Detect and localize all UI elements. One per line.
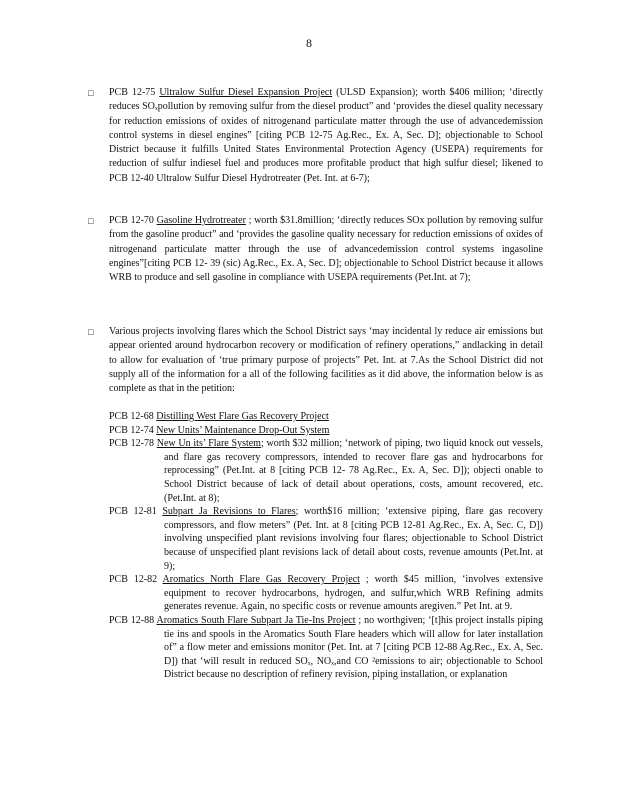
project-text: ; no worthgiven; ‘[t]his project installs piping tie ins and spools in the Aromatics South Flare headers which will allow for later installation of” a flow meter and emissions monitor (Pet. Int. at 7 [citing PCB 12-88 Ag.Rec., Ex. A, Sec. D]) that ‘will result in reduced SOₓ, NOₓ,and CO ²emissions to air; objectionable to School District because no description of refinery revision, piping installation, or explanation: [164, 614, 544, 681]
project-item: [109, 424, 543, 438]
pcb-number: PCB 12-74: [109, 424, 157, 436]
bullet-text: (ULSD Expansion); worth $406 million; ‘directly reduces SOₓpollution by removing sulfur from the diesel product” and ‘provides the diesel quality necessary for reduction emissions of oxides of nitrogenand particulate matter through the use of advancedemission control systems in diesel engines” [citing PCB 12-75 Ag.Rec., Ex. A, Sec. D]; objectionable to School District because it fulfills United States Environmental Protection Agency (USEPA) requirements for reduction of sulfur indiesel fuel and produces more profitable product that high sulfur diesel; likened to PCB 12-40 Ultralow Sulfur Diesel Hydrotreater (Pet. Int. at 6-7);: [109, 87, 544, 184]
project-item: [109, 614, 543, 682]
project-title: Aromatics South Flare Subpart Ja Tie-Ins Project: [156, 614, 356, 626]
project-text: ; worth$16 million; ‘extensive piping, flare gas recovery compressors, and flow meters” (Pet. Int. at 8 [citing PCB 12-81 Ag.Rec., Ex. A, Sec. C, D]) involving unspecified plant revisions involving four flares; objectionable to School District because of unspecified plant revisions lack of detail about costs, revenue amounts (Pet.Int. at 9);: [164, 506, 543, 572]
pcb-number: PCB 12-70: [109, 215, 157, 226]
project-item: [109, 410, 543, 424]
bullet-item: [88, 86, 543, 203]
project-title: Subpart Ja Revisions to Flares: [162, 506, 296, 518]
bullet-list: [88, 86, 543, 407]
bullet-item: [88, 325, 543, 396]
checkbox-bullet-icon: □: [88, 88, 94, 98]
project-title: New Un its’ Flare System: [156, 438, 261, 450]
project-item: [109, 437, 543, 505]
project-title: Aromatics North Flare Gas Recovery Project: [162, 574, 360, 586]
pcb-number: PCB 12-68: [109, 411, 157, 422]
project-title: Distilling West Flare Gas Recovery Project: [156, 411, 329, 422]
checkbox-bullet-icon: □: [88, 216, 94, 226]
pcb-number: PCB 12-81: [109, 506, 163, 518]
bullet-text: ; worth $31.8million; ‘directly reduces SOx pollution by removing sulfur from the gasoline product” and ‘provides the gasoline quality necessary for reduction emissions of oxides of nitrogenand particulate matter through the use of advancedemission control systems ingasoline engines”[citing PCB 12- 39 (sic) Ag.Rec., Ex. A, Sec. D]; objectionable to School District because it allows WRB to produce and sell gasoline in compliance with USEPA requirements (Pet.Int. at 7);: [109, 215, 544, 284]
project-item: [109, 573, 543, 614]
project-item: [109, 505, 543, 573]
checkbox-bullet-icon: □: [88, 327, 94, 337]
pcb-number: PCB 12-75: [109, 87, 160, 98]
project-title: New Units’ Maintenance Drop-Out System: [156, 424, 330, 436]
bullet-item: [88, 214, 543, 314]
project-list: [109, 410, 543, 682]
pcb-number: PCB 12-78: [109, 438, 157, 450]
pcb-number: PCB 12-82: [109, 574, 163, 586]
project-text: ; worth $32 million; ‘network of piping, two liquid knock out vessels, and flare gas recovery compressors, intended to recover flare gas and hydrocarbons for reprocessing” (Pet.Int. at 8 [citing PCB 12- 78 Ag.Rec., Ex. A, Sec. D]); objecti onable to School District because of lack of detail about operations, costs, amount recovered, etc. (Pet.Int. at 8);: [164, 438, 543, 504]
project-text: ; worth $45 million, ‘involves extensive equipment to recover hydrocarbons, hydrogen, and sulfur,which WRB Refining admits generates revenue. Again, no specific costs or revenue amounts aregiven.” Pet Int. at 9.: [164, 574, 543, 613]
project-title: Gasoline Hydrotreater: [156, 215, 246, 226]
page-number: 8: [306, 36, 312, 50]
pcb-number: PCB 12-88: [109, 614, 157, 626]
bullet-text: Various projects involving flares which the School District says ‘may incidental ly reduce air emissions but appear oriented around hydrocarbon recovery or modification of refinery operations,” andlacking in detail to allow for evaluation of ‘true primary purpose of projects” Pet. Int. at 7.As the School District did not supply all of the information for a all of the following facilities as it did above, the information below is as complete as that in the petition:: [109, 326, 543, 395]
project-title: Ultralow Sulfur Diesel Expansion Project: [159, 87, 333, 98]
